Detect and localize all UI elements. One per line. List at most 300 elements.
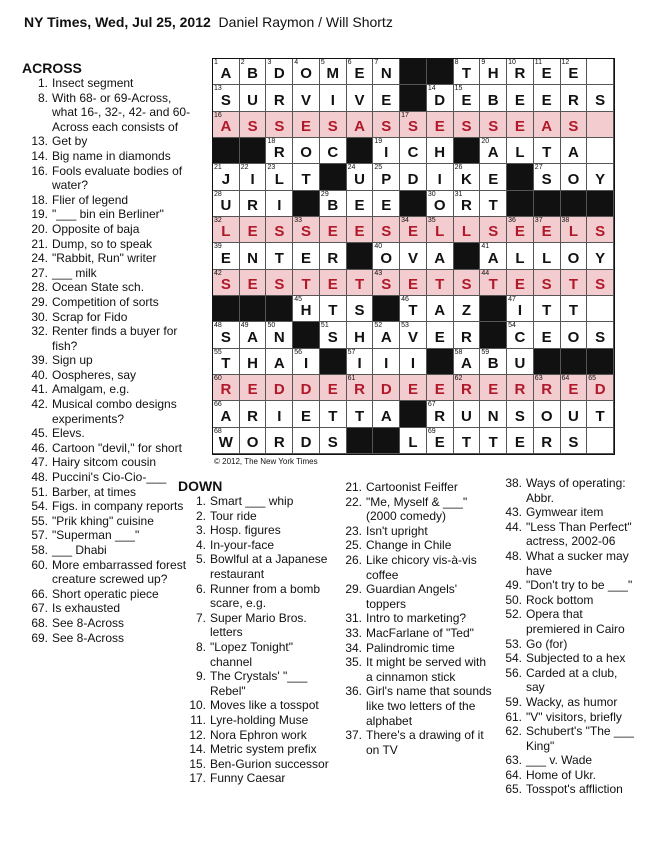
cell-letter: E: [514, 91, 525, 109]
clue-item: [22, 134, 200, 149]
grid-cell: [240, 428, 267, 454]
clue-item: [22, 441, 200, 456]
cell-letter: R: [514, 65, 526, 83]
grid-cell: [427, 401, 454, 427]
grid-cell: [293, 164, 320, 190]
clue-item: [22, 266, 200, 281]
clue-number: 30.: [31, 309, 48, 324]
grid-cell: [400, 217, 427, 243]
cell-letter: E: [434, 434, 445, 451]
grid-cell: [266, 375, 293, 401]
grid-cell: [454, 322, 481, 348]
cell-number: 67: [427, 401, 436, 409]
clue-item: [498, 593, 638, 608]
clue-number: 8.: [195, 639, 206, 654]
clue-text: Subjected to a hex: [526, 651, 626, 666]
grid-cell: [454, 217, 481, 243]
clue-text: Palindromic time: [366, 640, 455, 655]
grid-cell: [293, 59, 320, 85]
grid-cell: [454, 164, 481, 190]
cell-letter: I: [384, 144, 389, 162]
clue-text: Ways of operating: Abbr.: [526, 476, 626, 505]
cell-letter: R: [327, 249, 339, 267]
clue-text: Runner from a bomb scare, e.g.: [210, 581, 321, 611]
clue-text: The Crystals' "___ Rebel": [210, 669, 308, 698]
clue-item: [22, 76, 200, 91]
grid-cell: [347, 243, 374, 269]
grid-cell: [454, 401, 481, 427]
clue-text: Elevs.: [52, 426, 85, 441]
cell-letter: E: [514, 434, 525, 451]
clue-item: [178, 713, 336, 728]
cell-letter: U: [461, 407, 472, 425]
cell-number: 50: [267, 322, 276, 330]
grid-cell: [534, 270, 561, 296]
cell-letter: E: [301, 249, 312, 267]
grid-cell: [454, 375, 481, 401]
grid-cell: [587, 296, 614, 322]
cell-letter: A: [354, 118, 365, 135]
grid-cell: [454, 59, 481, 85]
clue-text: Rock bottom: [526, 592, 594, 607]
cell-letter: R: [434, 407, 446, 425]
clue-number: 66.: [31, 586, 48, 601]
grid-cell: [320, 296, 347, 322]
grid-cell: [427, 349, 454, 375]
cell-letter: E: [541, 91, 552, 109]
cell-letter: N: [247, 249, 258, 267]
grid-cell: [561, 428, 588, 454]
cell-letter: N: [273, 328, 285, 346]
cell-letter: D: [380, 381, 392, 399]
grid-cell: [454, 296, 481, 322]
clue-item: [22, 455, 200, 470]
cell-letter: M: [326, 65, 340, 83]
cell-letter: O: [380, 249, 393, 267]
grid-cell: [480, 270, 507, 296]
clue-number: 12.: [189, 727, 206, 742]
clue-text: Ocean State sch.: [52, 280, 145, 295]
grid-cell: [347, 270, 374, 296]
cell-letter: V: [407, 249, 418, 267]
grid-cell: [347, 112, 374, 138]
grid-cell: [266, 164, 293, 190]
cell-letter: S: [327, 328, 338, 346]
grid-cell: [561, 322, 588, 348]
cell-letter: E: [514, 223, 525, 241]
grid-cell: [400, 85, 427, 111]
clue-number: 58.: [31, 543, 48, 557]
grid-cell: [507, 375, 534, 401]
grid-cell: [240, 401, 267, 427]
cell-number: 61: [347, 375, 356, 382]
grid-cell: [427, 59, 454, 85]
grid-cell: [320, 112, 347, 138]
grid-cell: [507, 59, 534, 85]
clue-item: [178, 728, 336, 743]
clue-number: 43.: [505, 505, 522, 520]
clue-number: 32.: [31, 324, 48, 339]
clue-text: "___ bin ein Berliner": [52, 207, 164, 222]
grid-cell: [534, 138, 561, 164]
grid-cell: [293, 112, 320, 138]
grid-cell: [561, 191, 588, 217]
clue-item: [498, 782, 638, 797]
clue-text: ___ v. Wade: [526, 753, 593, 768]
grid-cell: [507, 270, 534, 296]
cell-letter: R: [567, 91, 579, 109]
cell-letter: B: [487, 91, 499, 109]
grid-cell: [507, 191, 534, 217]
clue-text: Smart ___ whip: [210, 494, 294, 508]
grid-cell: [347, 401, 374, 427]
clue-number: 40.: [31, 367, 48, 382]
clue-number: 33.: [345, 625, 362, 640]
cell-letter: R: [273, 434, 285, 451]
grid-cell: [400, 270, 427, 296]
cell-number: 2: [240, 59, 245, 66]
grid-cell: [347, 138, 374, 164]
cell-letter: B: [327, 197, 339, 214]
grid-cell: [454, 270, 481, 296]
cell-letter: T: [461, 65, 472, 83]
clue-number: 48.: [31, 470, 48, 485]
clue-number: 61.: [505, 709, 522, 724]
cell-letter: E: [354, 65, 365, 83]
clue-item: [22, 426, 200, 441]
grid-cell: [587, 85, 614, 111]
cell-letter: L: [274, 170, 284, 188]
grid-cell: [266, 401, 293, 427]
clue-text: Amalgam, e.g.: [52, 382, 130, 397]
cell-letter: T: [408, 302, 418, 320]
cell-letter: S: [595, 276, 606, 293]
clue-item: [340, 524, 496, 539]
cell-letter: S: [461, 118, 472, 135]
clue-text: Carded at a club, say: [526, 665, 618, 695]
cell-letter: D: [273, 381, 285, 399]
clue-text: "Rabbit, Run" writer: [52, 251, 157, 266]
cell-letter: A: [434, 249, 446, 267]
grid-cell: [561, 349, 588, 375]
grid-cell: [293, 85, 320, 111]
clue-text: Renter finds a buyer for fish?: [52, 324, 178, 353]
grid-cell: [454, 428, 481, 454]
cell-number: 34: [401, 217, 409, 224]
grid-cell: [587, 428, 614, 454]
grid-cell: [507, 85, 534, 111]
clue-text: Ben-Gurion successor: [210, 756, 329, 771]
cell-number: 59: [481, 348, 490, 356]
clue-item: [340, 538, 496, 553]
cell-number: 10: [508, 59, 516, 66]
grid-cell: [427, 191, 454, 217]
clue-text: MacFarlane of "Ted": [366, 625, 474, 640]
grid-cell: [373, 243, 400, 269]
cell-letter: E: [327, 276, 338, 293]
clue-item: [22, 193, 200, 208]
clue-text: Intro to marketing?: [366, 611, 467, 626]
clue-text: It might be served with a cinnamon stick: [366, 655, 487, 684]
clue-number: 52.: [505, 607, 522, 622]
cell-letter: R: [541, 381, 553, 399]
cell-letter: T: [435, 276, 445, 293]
cell-number: 44: [481, 269, 490, 277]
grid-cell: [213, 296, 240, 322]
cell-letter: K: [461, 170, 472, 188]
cell-letter: E: [514, 276, 525, 293]
clue-number: 7.: [195, 610, 206, 625]
clue-text: With 68- or 69-Across, what 16-, 32-, 42- and 60-Across each consists of: [52, 90, 191, 134]
cell-letter: S: [381, 276, 392, 293]
cell-letter: N: [487, 407, 499, 425]
cell-letter: S: [541, 170, 552, 188]
clue-text: "Lopez Tonight" channel: [210, 639, 294, 669]
grid-cell: [587, 243, 614, 269]
cell-number: 54: [508, 322, 516, 330]
clue-item: [22, 353, 200, 368]
grid-cell: [213, 428, 240, 454]
cell-letter: A: [380, 328, 392, 346]
cell-letter: D: [273, 65, 285, 83]
grid-cell: [320, 375, 347, 401]
clue-text: More embarrassed forest creature screwed up?: [52, 557, 187, 587]
cell-letter: H: [487, 65, 499, 83]
across-clue-list: [22, 76, 200, 645]
grid-cell: [213, 164, 240, 190]
clue-text: Short operatic piece: [52, 586, 159, 601]
cell-letter: R: [247, 407, 258, 425]
clue-item: [498, 520, 638, 549]
clue-text: Hosp. figures: [210, 523, 281, 538]
grid-cell: [427, 85, 454, 111]
cell-letter: R: [247, 197, 258, 214]
clue-text: Fools evaluate bodies of water?: [52, 163, 183, 193]
cell-number: 65: [588, 375, 597, 382]
clue-item: [22, 310, 200, 325]
clue-item: [22, 543, 200, 558]
cell-letter: P: [381, 170, 392, 188]
cell-number: 20: [481, 138, 490, 145]
cell-letter: S: [595, 91, 606, 109]
clue-item: [498, 724, 638, 753]
grid-cell: [480, 85, 507, 111]
grid-cell: [293, 322, 320, 348]
clue-text: Guardian Angels' toppers: [366, 582, 458, 611]
clue-text: ___ milk: [52, 265, 97, 280]
grid-cell: [507, 322, 534, 348]
grid-cell: [400, 296, 427, 322]
clue-item: [22, 514, 200, 529]
clue-item: [340, 553, 496, 582]
clue-number: 17.: [189, 771, 206, 786]
cell-letter: R: [354, 381, 365, 399]
grid-cell: [587, 322, 614, 348]
clue-number: 69.: [31, 630, 48, 645]
cell-number: 19: [374, 138, 383, 145]
grid-cell: [293, 428, 320, 454]
grid-cell: [347, 428, 374, 454]
clue-item: [340, 611, 496, 626]
clue-number: 50.: [505, 592, 522, 607]
cell-letter: E: [301, 118, 312, 135]
cell-letter: S: [274, 223, 285, 241]
grid-cell: [373, 191, 400, 217]
cell-letter: E: [301, 407, 312, 425]
cell-letter: A: [220, 407, 232, 425]
clue-text: Sign up: [52, 353, 93, 368]
grid-cell: [320, 349, 347, 375]
clue-item: [22, 499, 200, 514]
grid-cell: [507, 243, 534, 269]
clue-text: "Me, Myself & ___" (2000 comedy): [366, 494, 468, 524]
cell-letter: L: [568, 223, 578, 241]
cell-letter: L: [461, 223, 472, 241]
cell-letter: I: [277, 197, 282, 214]
cell-letter: E: [461, 91, 472, 109]
clue-text: Like chicory vis-à-vis coffee: [366, 552, 477, 582]
clue-text: Change in Chile: [366, 538, 452, 553]
clue-item: [22, 164, 200, 193]
clue-item: [340, 728, 496, 757]
grid-cell: [373, 401, 400, 427]
grid-cell: [293, 401, 320, 427]
grid-cell: [507, 112, 534, 138]
grid-cell: [561, 296, 588, 322]
grid-cell: [427, 322, 454, 348]
clue-number: 4.: [195, 537, 206, 552]
cell-letter: E: [541, 65, 552, 83]
cell-letter: S: [488, 223, 499, 241]
cell-letter: N: [380, 65, 392, 83]
clue-text: Dump, so to speak: [52, 236, 153, 251]
clue-item: [22, 91, 200, 135]
cell-number: 3: [267, 59, 272, 66]
cell-letter: E: [488, 381, 499, 399]
cell-letter: H: [354, 328, 365, 346]
cell-number: 64: [561, 375, 570, 382]
grid-cell: [320, 322, 347, 348]
grid-cell: [534, 428, 561, 454]
cell-number: 39: [214, 243, 222, 251]
grid-cell: [266, 349, 293, 375]
cell-letter: S: [220, 91, 231, 109]
grid-cell: [454, 112, 481, 138]
clue-number: 24.: [31, 251, 48, 266]
grid-cell: [400, 112, 427, 138]
cell-letter: T: [221, 355, 231, 372]
cell-letter: S: [407, 118, 418, 135]
cell-letter: S: [274, 276, 285, 293]
cell-letter: S: [354, 302, 365, 320]
cell-letter: S: [381, 223, 392, 241]
grid-cell: [373, 59, 400, 85]
clue-number: 11.: [190, 712, 206, 727]
clue-text: "Superman ___": [52, 528, 140, 543]
clue-number: 14.: [189, 742, 206, 757]
grid-cell: [587, 375, 614, 401]
cell-letter: I: [437, 170, 442, 188]
grid-cell: [587, 164, 614, 190]
cell-letter: T: [354, 276, 365, 293]
clue-item: [498, 476, 638, 505]
grid-cell: [266, 59, 293, 85]
clue-number: 1.: [195, 494, 206, 508]
grid-cell: [213, 191, 240, 217]
cell-letter: I: [303, 355, 309, 372]
cell-letter: E: [247, 223, 258, 241]
cell-letter: R: [461, 197, 472, 214]
cell-letter: I: [410, 355, 416, 372]
clue-item: [178, 742, 336, 757]
clue-text: Tosspot's affliction: [526, 782, 623, 797]
cell-number: 43: [374, 269, 383, 277]
grid-cell: [480, 112, 507, 138]
cell-letter: A: [220, 118, 232, 135]
clue-number: 15.: [189, 756, 206, 771]
grid-cell: [320, 59, 347, 85]
grid-cell: [373, 349, 400, 375]
grid-cell: [480, 322, 507, 348]
cell-letter: S: [461, 276, 472, 293]
cell-number: 68: [214, 427, 222, 435]
grid-cell: [427, 270, 454, 296]
clue-number: 46.: [31, 440, 48, 455]
grid-cell: [454, 349, 481, 375]
grid-cell: [454, 138, 481, 164]
cell-letter: O: [300, 65, 312, 83]
cell-letter: E: [354, 197, 365, 214]
cell-letter: T: [274, 249, 284, 267]
clue-number: 68.: [31, 615, 48, 630]
grid-cell: [587, 401, 614, 427]
cell-letter: S: [595, 223, 606, 241]
cell-number: 24: [347, 164, 356, 172]
grid-cell: [240, 217, 267, 243]
clue-item: [178, 494, 336, 509]
cell-letter: I: [517, 302, 523, 320]
cell-number: 12: [561, 59, 570, 66]
clue-number: 42.: [31, 397, 48, 412]
clue-text: Is exhausted: [52, 601, 121, 616]
grid-cell: [347, 59, 374, 85]
cell-number: 41: [481, 243, 490, 251]
clue-number: 44.: [505, 519, 522, 534]
cell-letter: U: [567, 407, 579, 425]
grid-cell: [320, 191, 347, 217]
grid-cell: [480, 428, 507, 454]
clue-item: [178, 523, 336, 538]
cell-letter: T: [328, 302, 338, 320]
cell-letter: D: [300, 434, 312, 451]
clue-text: Moves like a tosspot: [210, 698, 319, 713]
cell-number: 28: [214, 190, 222, 198]
cell-letter: U: [220, 197, 232, 214]
cell-number: 29: [320, 190, 329, 198]
cell-letter: S: [327, 434, 338, 451]
grid-cell: [400, 164, 427, 190]
cell-letter: T: [595, 407, 605, 425]
clue-item: [178, 509, 336, 524]
cell-letter: A: [434, 302, 446, 320]
grid-cell: [347, 85, 374, 111]
cell-letter: I: [384, 355, 389, 372]
grid-cell: [480, 243, 507, 269]
clue-number: 27.: [31, 265, 48, 280]
clue-item: [340, 641, 496, 656]
grid-cell: [480, 217, 507, 243]
cell-letter: T: [488, 276, 498, 293]
